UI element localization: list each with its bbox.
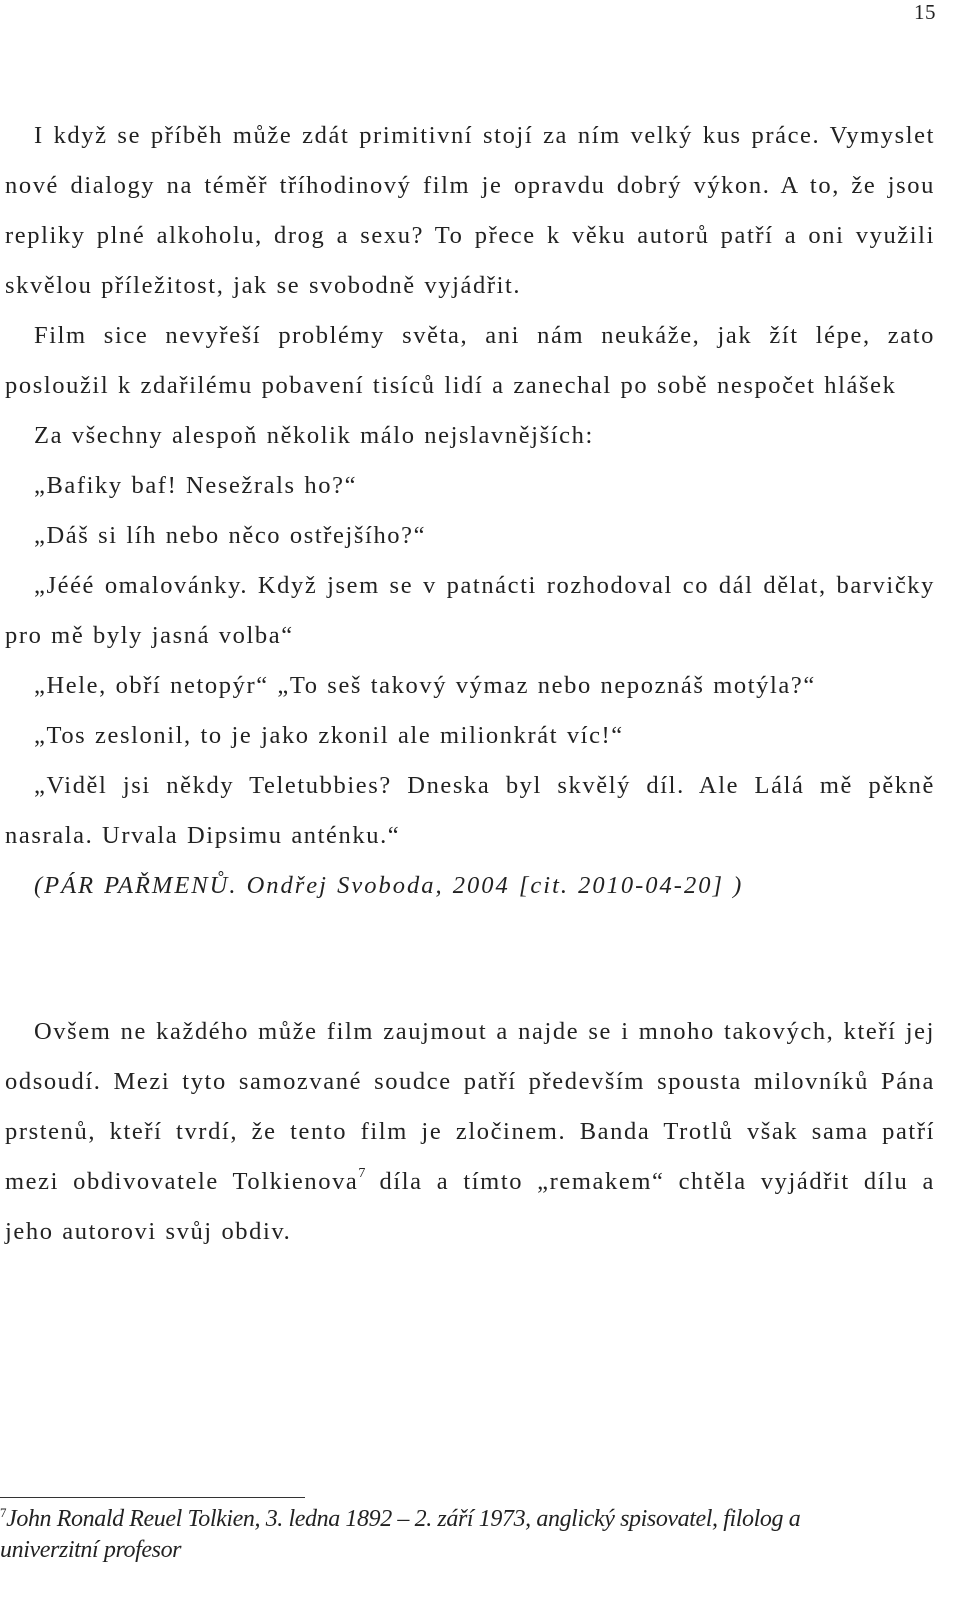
quote-item: „Dáš si líh nebo něco ostřejšího?“ bbox=[34, 522, 427, 549]
footnote-marker: 7 bbox=[0, 1505, 7, 1520]
paragraph-film-impact: Film sice nevyřeší problémy světa, ani nám neukáže, jak žít lépe, zato posloužil k zdařilému pobavení tisíců lidí a zanechal po sobě nespočet hlášek bbox=[5, 322, 935, 399]
footnote-text: John Ronald Reuel Tolkien, 3. ledna 1892 – 2. září 1973, anglický spisovatel, filolog a univerzitní profesor bbox=[0, 1506, 801, 1563]
paragraph-criticism-text-end: díla a tímto „remakem“ chtěla vyjádřit dílu a jeho autorovi svůj obdiv. bbox=[5, 1168, 935, 1245]
paragraph-criticism-text: Ovšem ne každého může film zaujmout a najde se i mnoho takových, kteří jej odsoudí. Mezi tyto samozvané soudce patří především spousta milovníků Pána prstenů, kteří tvrdí, že tento film je zločinem. Banda Trotlů však sama patří mezi obdivovatele Tolkienova bbox=[5, 1018, 935, 1195]
quote-item: „Tos zeslonil, to je jako zkonil ale milionkrát víc!“ bbox=[34, 722, 624, 749]
quote-item: „Viděl jsi někdy Teletubbies? Dneska byl skvělý díl. Ale Lálá mě pěkně nasrala. Urvala Dipsimu anténku.“ bbox=[5, 772, 935, 849]
paragraph-criticism-block bbox=[5, 1007, 935, 1257]
quote-item: „Bafiky baf! Nesežrals ho?“ bbox=[34, 472, 358, 499]
main-text-block bbox=[5, 111, 935, 911]
quotes-intro: Za všechny alespoň několik málo nejslavnějších: bbox=[34, 422, 594, 449]
quote-item: „Hele, obří netopýr“ „To seš takový výmaz nebo nepoznáš motýla?“ bbox=[34, 672, 816, 699]
page-number: 15 bbox=[914, 0, 936, 24]
paragraph-story-effort: I když se příběh může zdát primitivní stojí za ním velký kus práce. Vymyslet nové dialogy na téměř tříhodinový film je opravdu dobrý výkon. A to, že jsou repliky plné alkoholu, drog a sexu? To přece k věku autorů patří a oni využili skvělou příležitost, jak se svobodně vyjádřit. bbox=[5, 122, 935, 299]
quote-item: „Jééé omalovánky. Když jsem se v patnácti rozhodoval co dál dělat, barvičky pro mě byly jasná volba“ bbox=[5, 572, 935, 649]
paragraph-criticism bbox=[5, 1007, 935, 1257]
footnote-reference[interactable]: 7 bbox=[358, 1166, 366, 1181]
footnote bbox=[0, 1504, 900, 1566]
quote-citation: (PÁR PAŘMENŮ. Ondřej Svoboda, 2004 [cit. 2010-04-20] ) bbox=[34, 872, 744, 899]
footnote-divider bbox=[0, 1497, 305, 1498]
